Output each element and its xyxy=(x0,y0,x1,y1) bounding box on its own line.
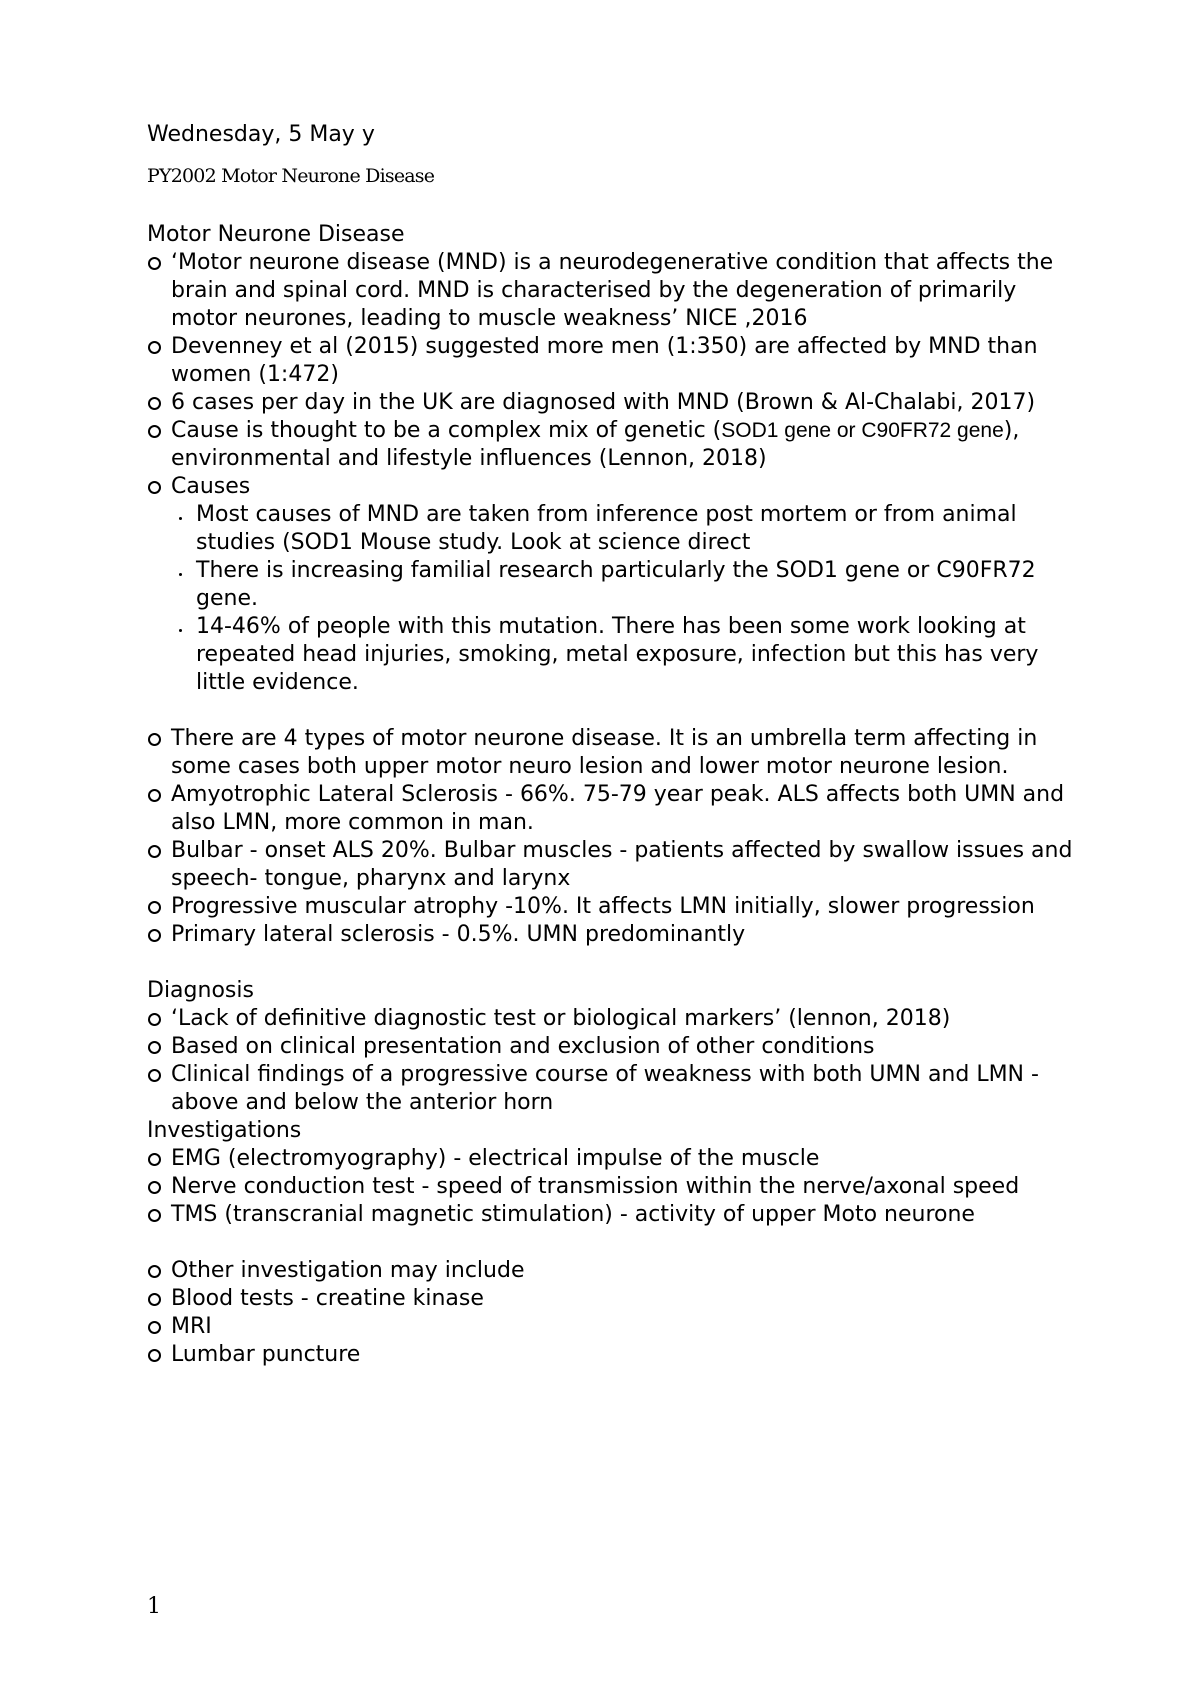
list-item: TMS (transcranial magnetic stimulation) - activity of upper Moto neurone xyxy=(147,1201,1087,1229)
document-date: Wednesday, 5 May y xyxy=(147,122,375,147)
types-bullet-list xyxy=(147,725,1087,949)
section-heading-investigations: Investigations xyxy=(147,1118,302,1143)
list-item: There are 4 types of motor neurone disease. It is an umbrella term affecting in some cases both upper motor neuro lesion and lower motor neurone lesion. xyxy=(147,725,1087,781)
list-item: Devenney et al (2015) suggested more men (1:350) are affected by MND than women (1:472) xyxy=(147,333,1087,389)
gene-names: SOD1 gene or C90FR72 gene xyxy=(721,419,1004,442)
course-title: PY2002 Motor Neurone Disease xyxy=(147,165,435,187)
list-item: Progressive muscular atrophy -10%. It affects LMN initially, slower progression xyxy=(147,893,1087,921)
list-item: Primary lateral sclerosis - 0.5%. UMN predominantly xyxy=(147,921,1087,949)
section-heading-diagnosis: Diagnosis xyxy=(147,978,254,1003)
sub-list-item: There is increasing familial research particularly the SOD1 gene or C90FR72 gene. xyxy=(171,557,1087,613)
causes-label: Causes xyxy=(171,474,251,499)
list-item: ‘Lack of definitive diagnostic test or biological markers’ (lennon, 2018) xyxy=(147,1005,1087,1033)
document-body xyxy=(147,221,1087,1369)
list-item: Based on clinical presentation and exclusion of other conditions xyxy=(147,1033,1087,1061)
list-item: 6 cases per day in the UK are diagnosed with MND (Brown & Al-Chalabi, 2017) xyxy=(147,389,1087,417)
list-item: Other investigation may include xyxy=(147,1257,1087,1285)
list-item xyxy=(147,417,1087,473)
list-item: Clinical findings of a progressive course of weakness with both UMN and LMN - above and below the anterior horn xyxy=(147,1061,1087,1117)
sub-list-item: 14-46% of people with this mutation. There has been some work looking at repeated head injuries, smoking, metal exposure, infection but this has very little evidence. xyxy=(171,613,1087,697)
list-item: Amyotrophic Lateral Sclerosis - 66%. 75-79 year peak. ALS affects both UMN and also LMN, more common in man. xyxy=(147,781,1087,837)
page-number: 1 xyxy=(147,1594,161,1619)
list-item: ‘Motor neurone disease (MND) is a neurodegenerative condition that affects the brain and spinal cord. MND is characterised by the degeneration of primarily motor neurones, leading to muscle weakness’ NICE ,2016 xyxy=(147,249,1087,333)
cause-text-end: ), environmental and lifestyle influences (Lennon, 2018) xyxy=(171,418,1020,471)
list-item: Lumbar puncture xyxy=(147,1341,1087,1369)
list-item: Bulbar - onset ALS 20%. Bulbar muscles - patients affected by swallow issues and speech- tongue, pharynx and larynx xyxy=(147,837,1087,893)
sub-list-item: Most causes of MND are taken from inference post mortem or from animal studies (SOD1 Mouse study. Look at science direct xyxy=(171,501,1087,557)
list-item: Nerve conduction test - speed of transmission within the nerve/axonal speed xyxy=(147,1173,1087,1201)
cause-text-start: Cause is thought to be a complex mix of genetic ( xyxy=(171,418,722,443)
section-heading-mnd: Motor Neurone Disease xyxy=(147,222,405,247)
causes-sub-list xyxy=(171,501,1087,697)
other-investigations-list xyxy=(147,1257,1087,1369)
investigations-bullet-list xyxy=(147,1145,1087,1229)
list-item: MRI xyxy=(147,1313,1087,1341)
diagnosis-bullet-list xyxy=(147,1005,1087,1117)
list-item: EMG (electromyography) - electrical impulse of the muscle xyxy=(147,1145,1087,1173)
list-item: Blood tests - creatine kinase xyxy=(147,1285,1087,1313)
list-item xyxy=(147,473,1087,501)
mnd-bullet-list xyxy=(147,249,1087,501)
